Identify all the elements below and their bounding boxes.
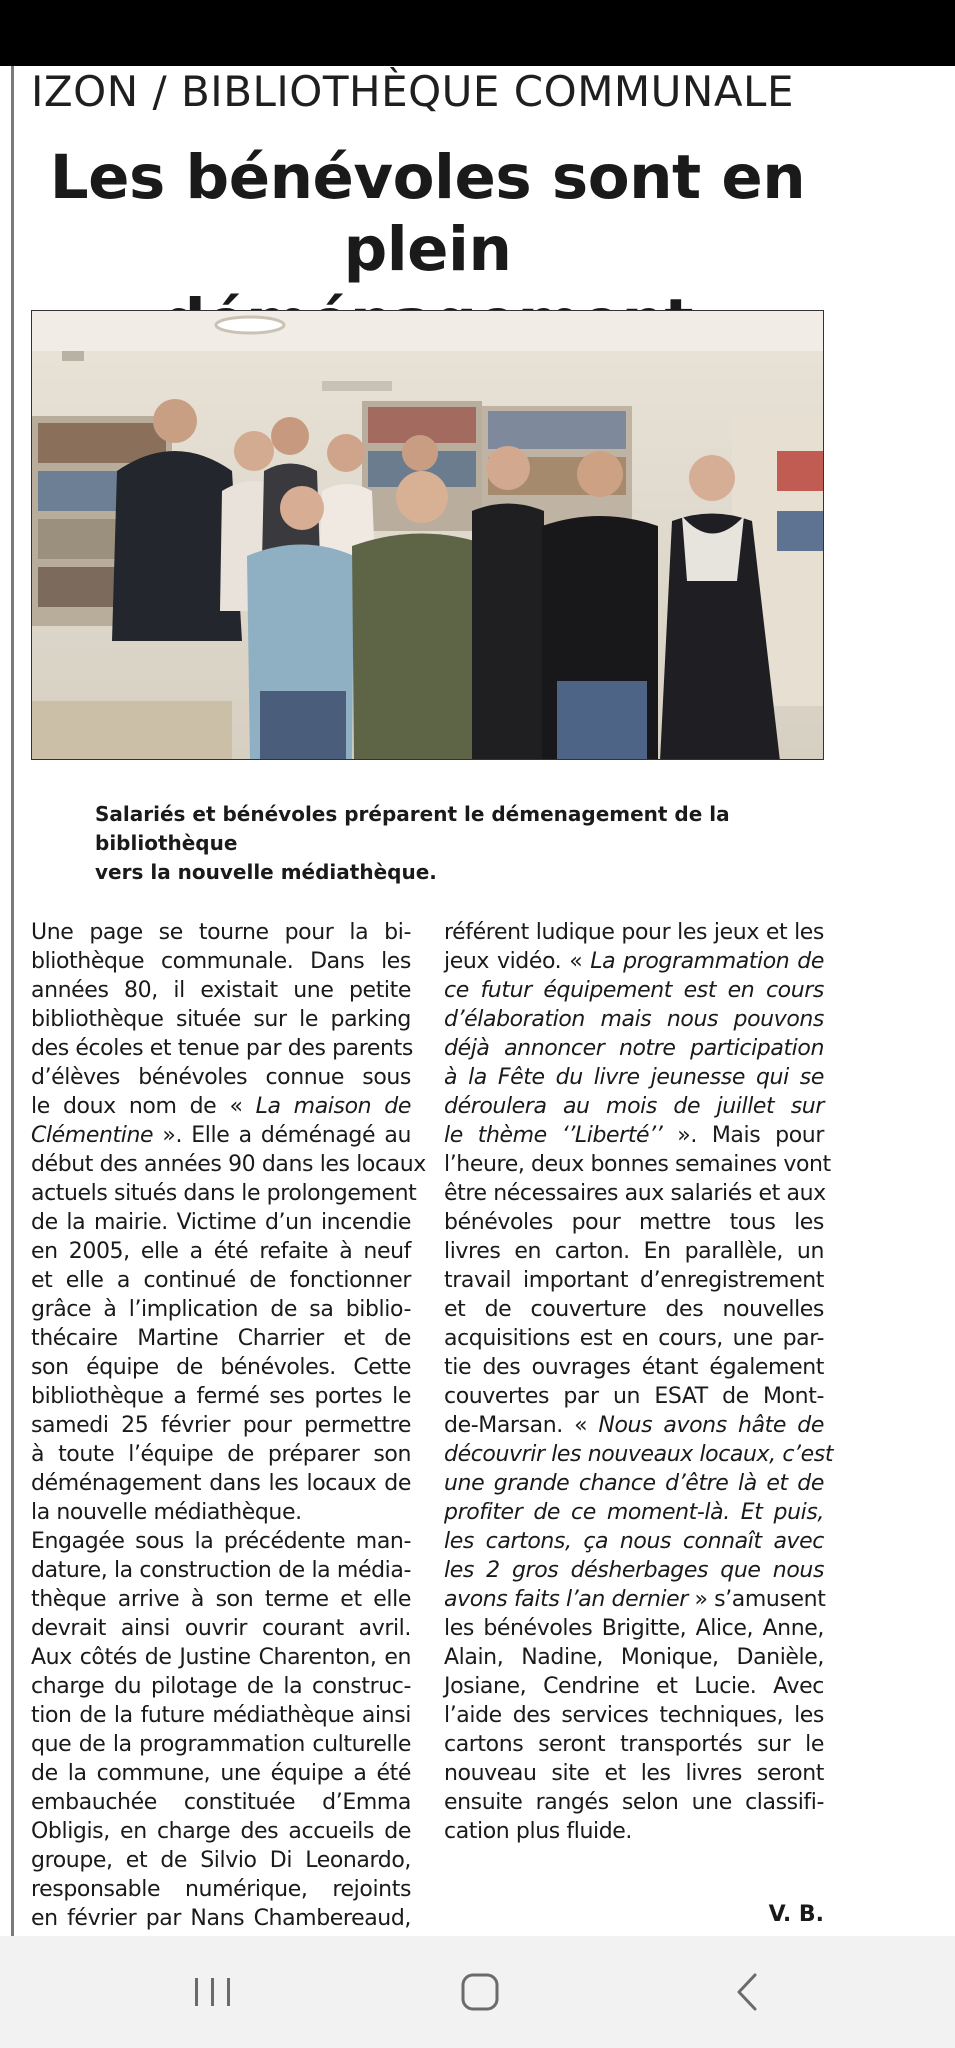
article-line [444, 1701, 824, 1730]
article-line [444, 1121, 824, 1150]
article-line [31, 1440, 411, 1469]
home-button[interactable] [450, 1970, 510, 2014]
article-line [444, 918, 824, 947]
italic-quote-run: profiter de ce moment-là. Et puis, [444, 1500, 824, 1525]
article-line [444, 1324, 824, 1353]
article-line [31, 1034, 411, 1063]
text-run: en février par Nans Chambereaud, [31, 1906, 411, 1931]
recent-apps-button[interactable] [183, 1970, 243, 2014]
text-run: Une page se tourne pour la bi- [31, 920, 411, 945]
text-run: référent ludique pour les jeux et les [444, 920, 824, 945]
text-run: thèque arrive à son terme et elle [31, 1587, 411, 1612]
text-run: ensuite rangés selon une classifi- [444, 1790, 824, 1815]
text-run: d’élèves bénévoles connue sous [31, 1065, 411, 1090]
text-run: le doux nom de « [31, 1094, 256, 1119]
italic-quote-run: déroulera au mois de juillet sur [444, 1094, 824, 1119]
text-run: des écoles et tenue par des parents [31, 1036, 413, 1061]
article-line [31, 1759, 411, 1788]
text-run: à toute l’équipe de préparer son [31, 1442, 411, 1467]
text-run: cartons seront transportés sur le [444, 1732, 824, 1757]
photo-caption [95, 800, 795, 887]
text-run: l’aide des services techniques, les [444, 1703, 824, 1728]
italic-quote-run: La maison de [255, 1094, 411, 1119]
recent-apps-icon [183, 1970, 243, 2014]
article-line [31, 1614, 411, 1643]
article-line [444, 1005, 824, 1034]
text-run: Aux côtés de Justine Charenton, en [31, 1645, 411, 1670]
text-run: début des années 90 dans les locaux [31, 1152, 426, 1177]
article-line [31, 1208, 411, 1237]
italic-quote-run: avons faits l’an dernier [444, 1587, 688, 1612]
italic-quote-run: ce futur équipement est en cours [444, 978, 824, 1003]
text-run: grâce à l’implication de sa biblio- [31, 1297, 411, 1322]
text-run: bibliothèque située sur le parking [31, 1007, 411, 1032]
text-run: ». Elle a déménagé au [153, 1123, 411, 1148]
article-line [31, 1846, 411, 1875]
headline-line-1: Les bénévoles sont en plein [49, 142, 806, 285]
article-line [31, 1353, 411, 1382]
text-run: dature, la construction de la média- [31, 1558, 411, 1583]
text-run: embauchée constituée d’Emma [31, 1790, 411, 1815]
text-run: les bénévoles Brigitte, Alice, Anne, [444, 1616, 824, 1641]
article-line [31, 918, 411, 947]
article-line [31, 1179, 417, 1208]
text-run: être nécessaires aux salariés et aux [444, 1181, 826, 1206]
column-margin-rule [11, 66, 14, 1936]
text-run: de la mairie. Victime d’un incendie [31, 1210, 411, 1235]
article-line [444, 1411, 824, 1440]
home-icon [450, 1970, 510, 2014]
author-signature: V. B. [768, 1902, 824, 1927]
text-run: livres en carton. En parallèle, un [444, 1239, 824, 1264]
text-run: thécaire Martine Charrier et de [31, 1326, 411, 1351]
article-line [444, 947, 824, 976]
article-line [31, 1730, 411, 1759]
article-line [444, 1179, 824, 1208]
text-run: tion de la future médiathèque ainsi [31, 1703, 411, 1728]
article-line [31, 1527, 411, 1556]
italic-quote-run: une grande chance d’être là et de [444, 1471, 824, 1496]
group-photo [31, 310, 824, 760]
article-line [31, 1875, 411, 1904]
back-button[interactable] [717, 1970, 777, 2014]
italic-quote-run: les 2 gros désherbages que nous [444, 1558, 824, 1583]
article-line [31, 976, 411, 1005]
article-line [444, 1672, 824, 1701]
article-line [444, 1440, 834, 1469]
article-line [444, 1614, 824, 1643]
caption-line-1: Salariés et bénévoles préparent le démenagement de la bibliothèque [95, 802, 730, 855]
article-line [31, 947, 411, 976]
article-line [31, 1092, 411, 1121]
article-line [444, 1150, 831, 1179]
text-run: » s’amusent [687, 1587, 826, 1612]
status-bar [0, 0, 955, 66]
text-run: travail important d’enregistrement [444, 1268, 824, 1293]
article-line [444, 1817, 824, 1846]
text-run: bliothèque communale. Dans les [31, 949, 411, 974]
text-run: bibliothèque a fermé ses portes le [31, 1384, 411, 1409]
article-line [31, 1382, 411, 1411]
italic-quote-run: découvrir les nouveaux locaux, c’est [444, 1442, 834, 1467]
article-line [31, 1817, 411, 1846]
article-line [444, 1092, 824, 1121]
text-run: de-Marsan. « [444, 1413, 599, 1438]
article-line [31, 1237, 411, 1266]
text-run: en 2005, elle a été refaite à neuf [31, 1239, 411, 1264]
article-line [444, 1237, 824, 1266]
text-run: nouveau site et les livres seront [444, 1761, 824, 1786]
italic-quote-run: déjà annoncer notre participation [444, 1036, 824, 1061]
text-run: charge du pilotage de la construc- [31, 1674, 411, 1699]
article-line [31, 1121, 411, 1150]
back-icon [717, 1970, 777, 2014]
article-line [31, 1266, 411, 1295]
article-line [444, 1556, 824, 1585]
text-run: actuels situés dans le prolongement [31, 1181, 417, 1206]
article-line [444, 1643, 824, 1672]
article-line [31, 1005, 411, 1034]
italic-quote-run: le thème ‘’Liberté’’ [444, 1123, 663, 1148]
text-run: et elle a continué de fonctionner [31, 1268, 411, 1293]
text-run: que de la programmation culturelle [31, 1732, 411, 1757]
article-line [31, 1643, 411, 1672]
article-line [31, 1701, 411, 1730]
article-line [444, 1759, 824, 1788]
article-line [444, 1034, 824, 1063]
text-run: responsable numérique, rejoints [31, 1877, 411, 1902]
text-run: jeux vidéo. « [444, 949, 591, 974]
text-run: tie des ouvrages étant également [444, 1355, 824, 1380]
article-line [444, 1788, 824, 1817]
section-kicker: IZON / BIBLIOTHÈQUE COMMUNALE [31, 67, 794, 116]
article-column-left [31, 918, 426, 1933]
navigation-bar [0, 1936, 955, 2048]
text-run: de la commune, une équipe a été [31, 1761, 411, 1786]
text-run: acquisitions est en cours, une par- [444, 1326, 824, 1351]
text-run: son équipe de bénévoles. Cette [31, 1355, 411, 1380]
article-line [444, 1063, 824, 1092]
article-line [31, 1295, 411, 1324]
italic-quote-run: Clémentine [31, 1123, 154, 1148]
text-run: déménagement dans les locaux de [31, 1471, 411, 1496]
article-line [444, 1585, 824, 1614]
text-run: couvertes par un ESAT de Mont- [444, 1384, 824, 1409]
article-line [31, 1324, 411, 1353]
text-run: et de couverture des nouvelles [444, 1297, 824, 1322]
text-run: la nouvelle médiathèque. [31, 1500, 302, 1525]
text-run: années 80, il existait une petite [31, 978, 411, 1003]
text-run: cation plus fluide. [444, 1819, 632, 1844]
text-run: Engagée sous la précédente man- [31, 1529, 411, 1554]
italic-quote-run: La programmation de [590, 949, 824, 974]
article-line [444, 1208, 824, 1237]
italic-quote-run: d’élaboration mais nous pouvons [444, 1007, 824, 1032]
text-run: ». Mais pour [662, 1123, 824, 1148]
article-line [444, 1730, 824, 1759]
article-line [31, 1063, 411, 1092]
article-line [31, 1150, 426, 1179]
article-line [31, 1904, 411, 1933]
article-line [444, 976, 824, 1005]
article-line [444, 1469, 824, 1498]
italic-quote-run: Nous avons hâte de [598, 1413, 824, 1438]
article-column-right [444, 918, 834, 1846]
article-line [31, 1469, 411, 1498]
italic-quote-run: à la Fête du livre jeunesse qui se [444, 1065, 824, 1090]
article-line [444, 1382, 824, 1411]
article-line [31, 1672, 411, 1701]
article-line [444, 1266, 824, 1295]
caption-line-2: vers la nouvelle médiathèque. [95, 860, 437, 884]
article-line [31, 1585, 411, 1614]
article-line [444, 1353, 824, 1382]
article-line [444, 1498, 824, 1527]
text-run: bénévoles pour mettre tous les [444, 1210, 824, 1235]
article-line [31, 1498, 411, 1527]
article-line [31, 1411, 411, 1440]
article-line [31, 1556, 411, 1585]
text-run: Alain, Nadine, Monique, Danièle, [444, 1645, 824, 1670]
text-run: l’heure, deux bonnes semaines vont [444, 1152, 831, 1177]
text-run: samedi 25 février pour permettre [31, 1413, 411, 1438]
text-run: Obligis, en charge des accueils de [31, 1819, 411, 1844]
article-line [444, 1295, 824, 1324]
italic-quote-run: les cartons, ça nous connaît avec [444, 1529, 824, 1554]
text-run: Josiane, Cendrine et Lucie. Avec [444, 1674, 824, 1699]
article-line [31, 1788, 411, 1817]
article-line [444, 1527, 824, 1556]
text-run: devrait ainsi ouvrir courant avril. [31, 1616, 411, 1641]
text-run: groupe, et de Silvio Di Leonardo, [31, 1848, 411, 1873]
